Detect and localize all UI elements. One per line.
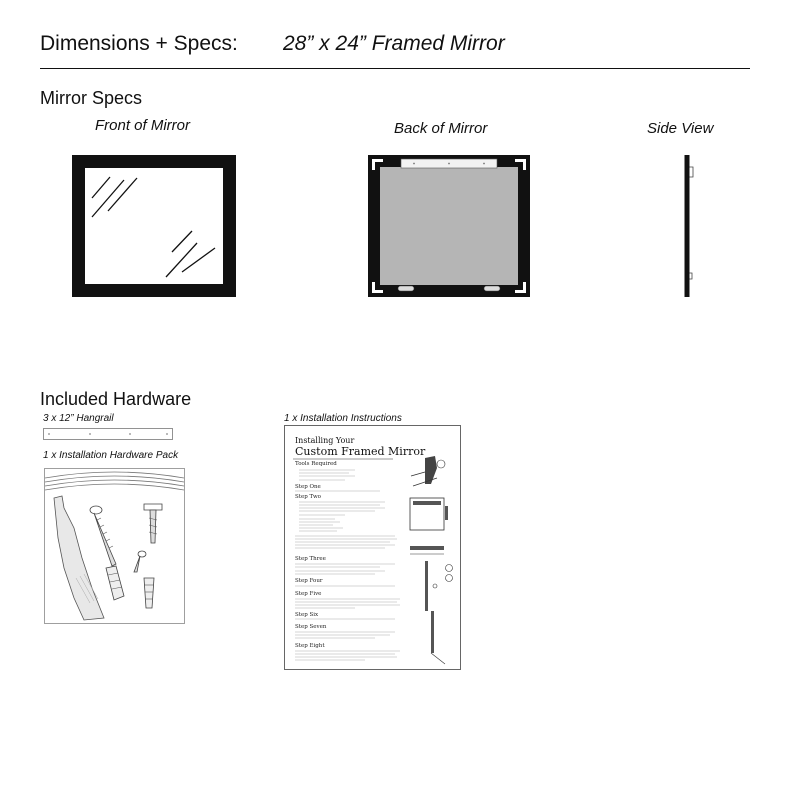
- doc-section-heading: Step Seven: [295, 624, 327, 630]
- doc-section-heading: Step One: [295, 484, 321, 490]
- doc-section-heading: Step Two: [295, 494, 321, 500]
- installation-instructions-sheet: [284, 425, 461, 670]
- wall-anchor-icon: [144, 578, 154, 608]
- back-view-label: Back of Mirror: [394, 120, 488, 137]
- back-mirror-drawing: [368, 155, 530, 297]
- page-title: Dimensions + Specs:: [40, 32, 238, 55]
- front-view-label: Front of Mirror: [95, 117, 191, 134]
- back-panel: [380, 167, 518, 285]
- side-install-illustration: [425, 561, 453, 664]
- header-divider: [40, 68, 750, 69]
- doc-section-heading: Step Four: [295, 578, 323, 584]
- back-frame-illustration: [410, 498, 448, 530]
- doc-section-heading: Step Six: [295, 612, 319, 618]
- hardware-pack-label: 1 x Installation Hardware Pack: [43, 450, 179, 461]
- product-name: 28” x 24” Framed Mirror: [283, 32, 505, 55]
- hardware-pack-drawing: [44, 468, 185, 624]
- instructions-label: 1 x Installation Instructions: [284, 413, 402, 424]
- bumper-right: [484, 286, 500, 291]
- hangrail-drawing: [43, 428, 173, 440]
- mirror-glass: [85, 168, 223, 284]
- instructions-title-line1: Installing Your: [295, 436, 355, 445]
- hangrail-illustration: [410, 546, 444, 554]
- mirror-specs-title: Mirror Specs: [40, 88, 143, 108]
- side-mirror-drawing: [683, 155, 695, 297]
- instructions-title-line2: Custom Framed Mirror: [295, 445, 426, 458]
- included-hardware-title: Included Hardware: [40, 389, 192, 409]
- bumper-left: [398, 286, 414, 291]
- tools-illustration: [411, 456, 445, 486]
- doc-section-heading: Step Three: [295, 556, 326, 562]
- side-view-label: Side View: [647, 120, 714, 137]
- front-mirror-drawing: [72, 155, 236, 297]
- doc-section-heading: Step Five: [295, 591, 322, 597]
- hangrail-label: 3 x 12” Hangrail: [43, 413, 114, 424]
- doc-section-heading: Step Eight: [295, 643, 325, 649]
- doc-section-heading: Tools Required: [295, 461, 337, 467]
- instructions-sheet-drawings: [285, 426, 462, 671]
